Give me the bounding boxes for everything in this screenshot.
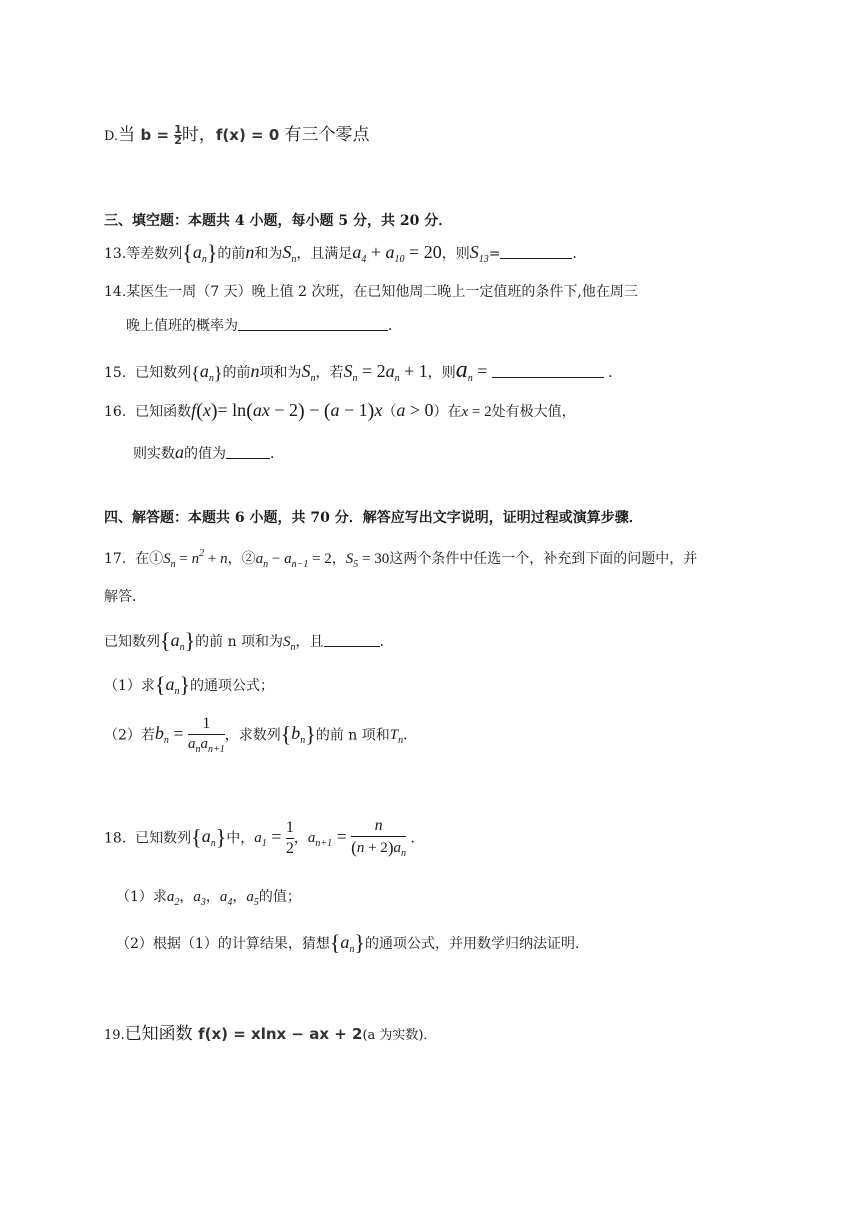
question-14-line1 [104, 284, 638, 301]
option-d-condition: b = $\frac{1}{2}$ [140, 123, 182, 147]
question-18-part2: （2）根据（1）的计算结果，猜想$\{a_n\}$的通项公式，并用数学归纳法证明． [116, 930, 589, 955]
question-18-part1: （1）求$a_2$，$a_3$，$a_4$，$a_5$的值； [116, 889, 301, 908]
q14-end: ． [388, 318, 402, 334]
q16-text4: 处有极大值， [491, 404, 576, 420]
q15-text2: 的前 [222, 365, 251, 381]
q16-line2a: 则实数 [133, 446, 175, 462]
question-17-part1: （1）求$\{a_n\}$的通项公式； [104, 672, 275, 697]
q19-function: f(x) = xlnx − ax + 2 [198, 1025, 363, 1043]
q13-text6: = [488, 246, 501, 262]
q17-p1a: （1）求 [104, 678, 155, 694]
q15-text1: 已知数列 [135, 365, 192, 381]
q18-number: 18. [104, 830, 127, 847]
q15-text3: 项和为 [259, 365, 302, 381]
question-17-line1: 17. 在$①S_n = n^2 + n$，$②a_n - a_{n-1} = 2$，$S_5 = 30$这两个条件中任选一个，补充到下面的问题中，并 [104, 548, 698, 570]
q17-text2: ，② [227, 551, 256, 567]
option-d [104, 125, 370, 146]
q17-line3b: 的前 n 项和为 [195, 634, 284, 650]
q14-line2: 晚上值班的概率为 [126, 318, 238, 334]
q17-text3: ， [331, 551, 346, 567]
q17-text1: 在① [135, 551, 164, 567]
q17-p2a: （2）若 [104, 727, 155, 744]
q19-text1: 已知函数 [124, 1024, 193, 1044]
q18-text3: ， [293, 830, 308, 847]
q16-answer-blank[interactable] [226, 458, 270, 459]
option-d-equation: f(x) = 0 [215, 126, 285, 144]
q18-p2a: （2）根据（1）的计算结果，猜想 [116, 936, 330, 952]
question-15: 15. 已知数列$\{a_n\}$的前n项和为$S_n$，若$S_n = 2a_n + 1$，则$a_n$ = ． [104, 357, 623, 384]
q13-text4: ，且满足 [296, 246, 353, 262]
question-14-line2 [126, 318, 402, 335]
q18-fraction-recurrence: $\frac{n}{(n + 2)a_n}$ [351, 817, 406, 859]
q13-text5: ，则 [441, 246, 470, 262]
q15-text4: ，若 [315, 365, 344, 381]
section-4-title: 四、解答题：本题共 6 小题，共 70 分．解答应写出文字说明，证明过程或演算步骤． [104, 510, 643, 526]
q17-p1b: 的通项公式； [190, 678, 275, 694]
q18-fraction-a1: $\frac{1}{2}$ [285, 818, 294, 857]
q16-text3: ）在 [433, 404, 462, 420]
question-19 [104, 1024, 436, 1044]
question-18: 18. 已知数列$\{a_n\}$中，$a_1$ = $\frac{1}{2}$ ，$a_{n+1}$ = $\frac{n}{(n + 2)a_n}$ ． [104, 817, 425, 859]
q15-end: ． [608, 365, 623, 381]
q19-text2: (a 为实数)． [362, 1028, 437, 1043]
question-17-part2: （2）若$b_n$ = $\frac{1}{a_na_{n+1}}$ ，求数列$\{b_n\}$的前 n 项和$T_n$． [104, 715, 418, 755]
q13-text2: 的前 [217, 246, 246, 262]
q14-answer-blank[interactable] [238, 330, 388, 331]
q17-text4: 这两个条件中任选一个，补充到下面的问题中，并 [389, 551, 698, 567]
q17-p2d: ． [403, 727, 418, 744]
q18-end: ． [410, 830, 425, 847]
q18-text2: 中， [226, 830, 255, 847]
q13-text3: 和为 [254, 246, 283, 262]
q16-line2b: 的值为 [184, 446, 226, 462]
q17-line3d: ． [379, 634, 394, 650]
q16-number: 16. [104, 404, 127, 420]
q16-text2: （ [382, 404, 397, 420]
q18-p2b: 的通项公式，并用数学归纳法证明． [364, 936, 589, 952]
q17-line3c: ，且 [295, 634, 324, 650]
question-17-line3: 已知数列$\{a_n\}$的前 n 项和为$S_n$，且 ． [104, 628, 394, 653]
option-d-text3: 有三个零点 [284, 125, 370, 145]
option-d-prefix: D. [104, 129, 119, 144]
q13-text1: 等差数列 [126, 246, 183, 262]
option-d-text1: 当 [118, 125, 136, 145]
q14-line1: 某医生一周（7 天）晚上值 2 次班，在已知他周二晚上一定值班的条件下,他在周三 [126, 284, 638, 300]
question-16-line1: 16. 已知函数f(x)= ln(ax − 2) − (a − 1)x（a > 0）在x = 2处有极大值， [104, 400, 576, 422]
q14-number: 14. [104, 284, 127, 300]
question-16-line2: 则实数a的值为 ． [133, 442, 284, 462]
q15-text5: ，则 [427, 365, 456, 381]
q15-number: 15. [104, 365, 127, 381]
q17-fraction: $\frac{1}{a_na_{n+1}}$ [187, 715, 225, 755]
q13-number: 13. [104, 246, 127, 262]
q17-number: 17. [104, 551, 127, 567]
q16-text1: 已知函数 [135, 404, 192, 420]
q15-answer-blank[interactable] [492, 377, 604, 378]
q17-p2b: ，求数列 [224, 727, 281, 744]
q17-condition-blank[interactable] [324, 646, 380, 647]
q18-p1b: 的值； [258, 889, 301, 905]
q19-number: 19. [104, 1028, 125, 1043]
option-d-text2: 时， [181, 125, 216, 145]
section-3-title: 三、填空题：本题共 4 小题，每小题 5 分，共 20 分． [104, 213, 453, 229]
q17-line3a: 已知数列 [104, 634, 160, 650]
q13-text7: ． [572, 246, 587, 262]
q18-text1: 已知数列 [135, 830, 192, 847]
q16-end: ． [270, 446, 284, 462]
question-13: 13.等差数列$\{a_n\}$的前n和为$S_n$，且满足$a_4 + a_{10} = 20$，则$S_{13}=$ ． [104, 240, 587, 265]
q18-p1a: （1）求 [116, 889, 167, 905]
question-17-line2: 解答． [104, 589, 146, 605]
q17-p2c: 的前 n 项和 [315, 727, 390, 744]
q13-answer-blank[interactable] [500, 258, 572, 259]
